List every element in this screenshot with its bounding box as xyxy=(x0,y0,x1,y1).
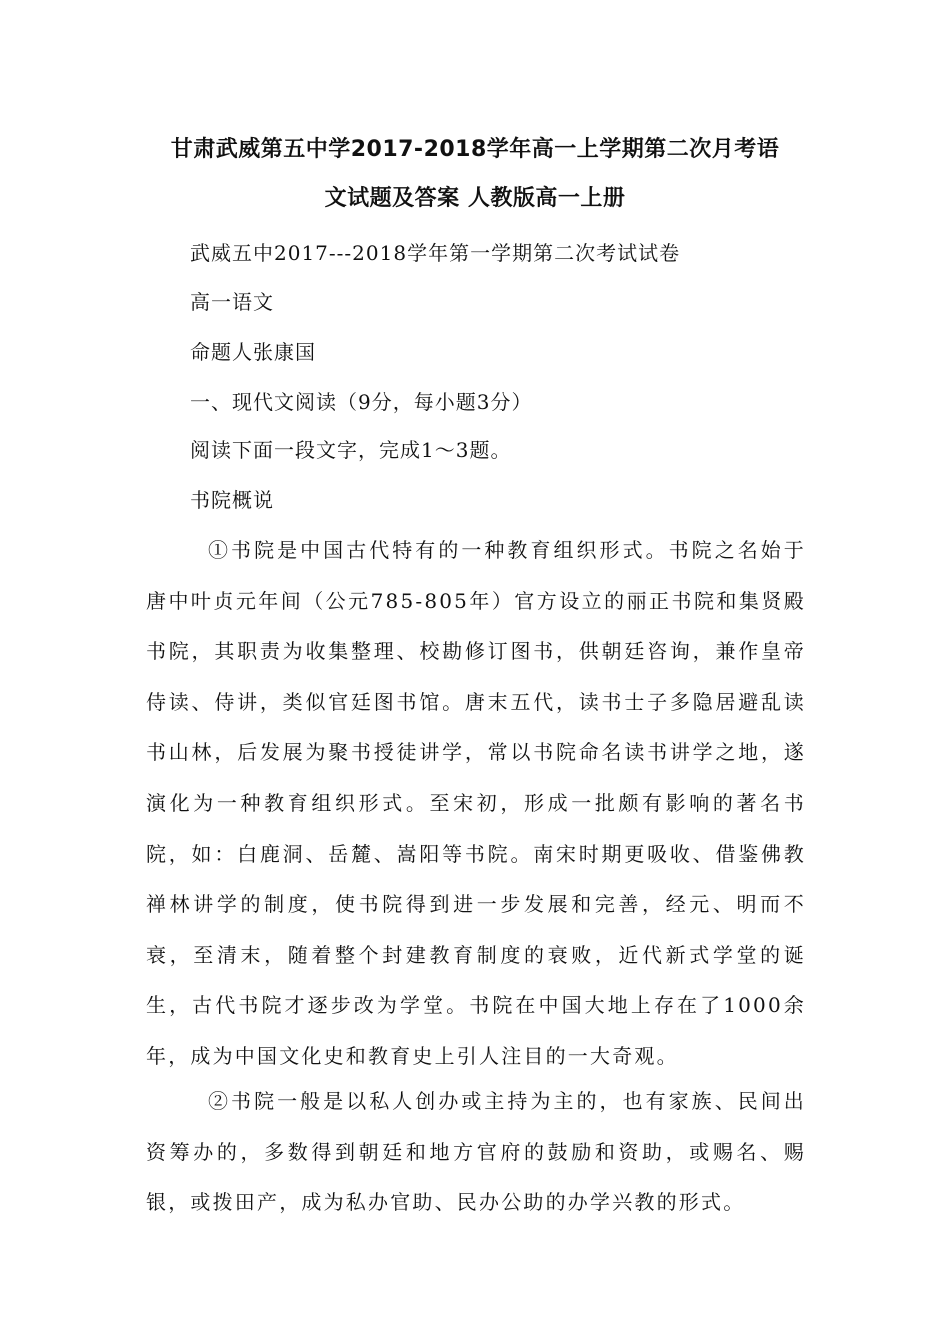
section-heading: 一、现代文阅读（9分，每小题3分） xyxy=(190,390,533,414)
exam-header: 武威五中2017---2018学年第一学期第二次考试试卷 xyxy=(190,241,681,265)
document-title-line-2: 文试题及答案 人教版高一上册 xyxy=(324,186,626,211)
article-paragraph-1: ①书院是中国古代特有的一种教育组织形式。书院之名始于唐中叶贞元年间（公元785-805年）官方设立的丽正书院和集贤殿书院，其职责为收集整理、校勘修订图书，供朝廷咨询，兼作皇帝侍读、侍讲，类似官廷图书馆。唐末五代，读书士子多隐居避乱读书山林，后发展为聚书授徒讲学，常以书院命名读书讲学之地，遂演化为一种教育组织形式。至宋初，形成一批颇有影响的著名书院，如：白鹿洞、岳麓、嵩阳等书院。南宋时期更吸收、借鉴佛教禅林讲学的制度，使书院得到进一步发展和完善，经元、明而不衰，至清末，随着整个封建教育制度的衰败，近代新式学堂的诞生，古代书院才逐步改为学堂。书院在中国大地上存在了1000余年，成为中国文化史和教育史上引人注目的一大奇观。 xyxy=(146,538,806,1068)
reading-instruction: 阅读下面一段文字，完成1～3题。 xyxy=(190,438,512,462)
author-label: 命题人张康国 xyxy=(190,340,316,364)
article-title: 书院概说 xyxy=(190,488,274,512)
subject-label: 高一语文 xyxy=(190,290,274,314)
article-paragraph-2: ②书院一般是以私人创办或主持为主的，也有家族、民间出资筹办的，多数得到朝廷和地方官府的鼓励和资助，或赐名、赐银，或拨田产，成为私办官助、民办公助的办学兴教的形式。 xyxy=(146,1089,806,1215)
document-title-line-1: 甘肃武威第五中学2017-2018学年高一上学期第二次月考语 xyxy=(170,137,780,162)
